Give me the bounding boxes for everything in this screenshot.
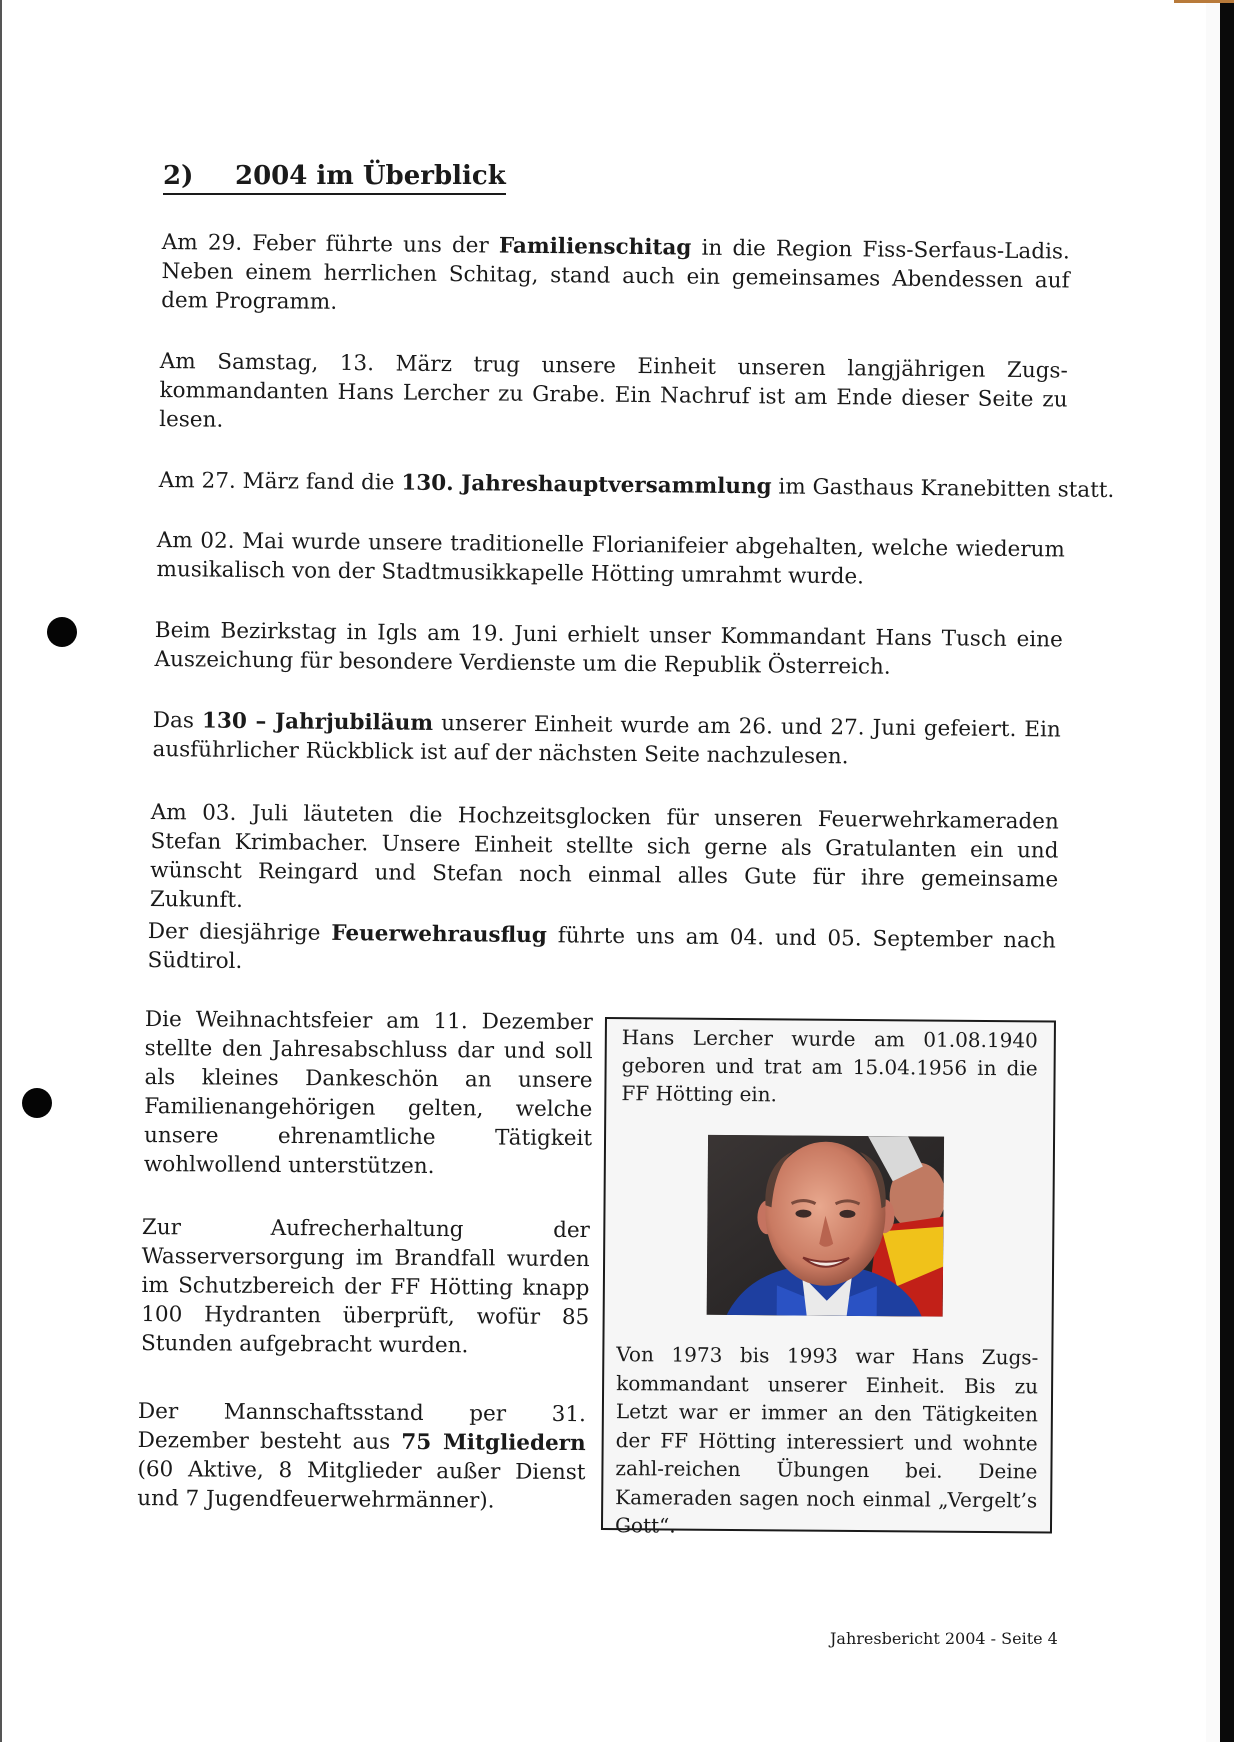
- paragraph-hochzeit: Am 03. Juli läuteten die Hochzeitsglocken für unseren Feuerwehrkameraden Stefan Krimbacher. Unsere Einheit stellte sich gerne als Gratulanten ein und wünscht Reingard und Stefan noch einmal alles Gute für ihre gemeinsame Zukunft.: [149, 799, 1059, 913]
- obituary-text: Von 1973 bis 1993 war Hans Zugs-kommandant unserer Einheit. Bis zu Letzt war er immer an den Tätigkeiten der FF Hötting interessiert und wohnte zahl-reichen Übungen bei. Deine Kameraden sagen noch einmal „Vergelt’s Gott“.: [614, 1342, 1039, 1538]
- section-heading: [163, 161, 506, 195]
- bold-jahrjubilaeum: 130 – Jahrjubiläum: [201, 708, 434, 736]
- paragraph-florianifeier: Am 02. Mai wurde unsere traditionelle Florianifeier abgehalten, welche wiederum musikalisch von der Stadtmusikkapelle Hötting umrahmt wurde.: [156, 527, 1065, 590]
- paragraph-weihnachtsfeier: Die Weihnachtsfeier am 11. Dezember stellte den Jahresabschluss dar und soll als kleines Dankeschön an unsere Familienangehörigen gelten, welche unsere ehrenamtliche Tätigkeit wohlwollend unterstützen.: [143, 1006, 593, 1180]
- paragraph-jahreshauptversammlung: Am 27. März fand die 130. Jahreshauptversammlung im Gasthaus Kranebitten statt.: [158, 467, 1115, 504]
- bold-familienschitag: Familienschitag: [498, 233, 692, 261]
- paragraph-jahrjubilaeum: Das 130 – Jahrjubiläum unserer Einheit wurde am 26. und 27. Juni gefeiert. Ein ausführlicher Rückblick ist auf der nächsten Seite nachzulesen.: [152, 707, 1061, 770]
- bold-jahreshauptversammlung: 130. Jahreshauptversammlung: [401, 470, 772, 500]
- paragraph-grabe: Am Samstag, 13. März trug unsere Einheit unseren langjährigen Zugs-kommandanten Hans Lercher zu Grabe. Ein Nachruf ist am Ende dieser Seite zu lesen.: [159, 348, 1068, 433]
- paragraph-familienschitag: Am 29. Feber führte uns der Familienschitag in die Region Fiss-Serfaus-Ladis. Neben einem herrlichen Schitag, stand auch ein gemeinsames Abendessen auf dem Programm.: [161, 229, 1070, 315]
- bold-mitgliedern: 75 Mitgliedern: [401, 1429, 586, 1457]
- paragraph-hydranten: Zur Aufrecherhaltung der Wasserversorgung im Brandfall wurden im Schutzbereich der FF Hötting knapp 100 Hydranten überprüft, wofür 85 Stunden aufgebracht wurden.: [141, 1215, 590, 1359]
- bold-feuerwehrausflug: Feuerwehrausflug: [331, 920, 547, 949]
- obituary-box: [601, 1017, 1056, 1538]
- paragraph-bezirkstag: Beim Bezirkstag in Igls am 19. Juni erhielt unser Kommandant Hans Tusch eine Auszeichung für besondere Verdienste um die Republik Österreich.: [154, 617, 1063, 680]
- paragraph-mannschaftsstand: Der Mannschaftsstand per 31. Dezember besteht aus 75 Mitgliedern (60 Aktive, 8 Mitglieder außer Dienst und 7 Jugendfeuerwehrmänner).: [137, 1399, 586, 1514]
- section-title: 2004 im Überblick: [235, 161, 506, 191]
- section-number: 2): [163, 161, 194, 191]
- portrait-photo: [707, 1135, 944, 1317]
- paragraph-feuerwehrausflug: Der diesjährige Feuerwehrausflug führte uns am 04. und 05. September nach Südtirol.: [147, 918, 1056, 974]
- page-footer: Jahresbericht 2004 - Seite 4: [830, 1629, 1058, 1648]
- obituary-intro: Hans Lercher wurde am 01.08.1940 geboren und trat am 15.04.1956 in die FF Hötting ein.: [621, 1025, 1038, 1107]
